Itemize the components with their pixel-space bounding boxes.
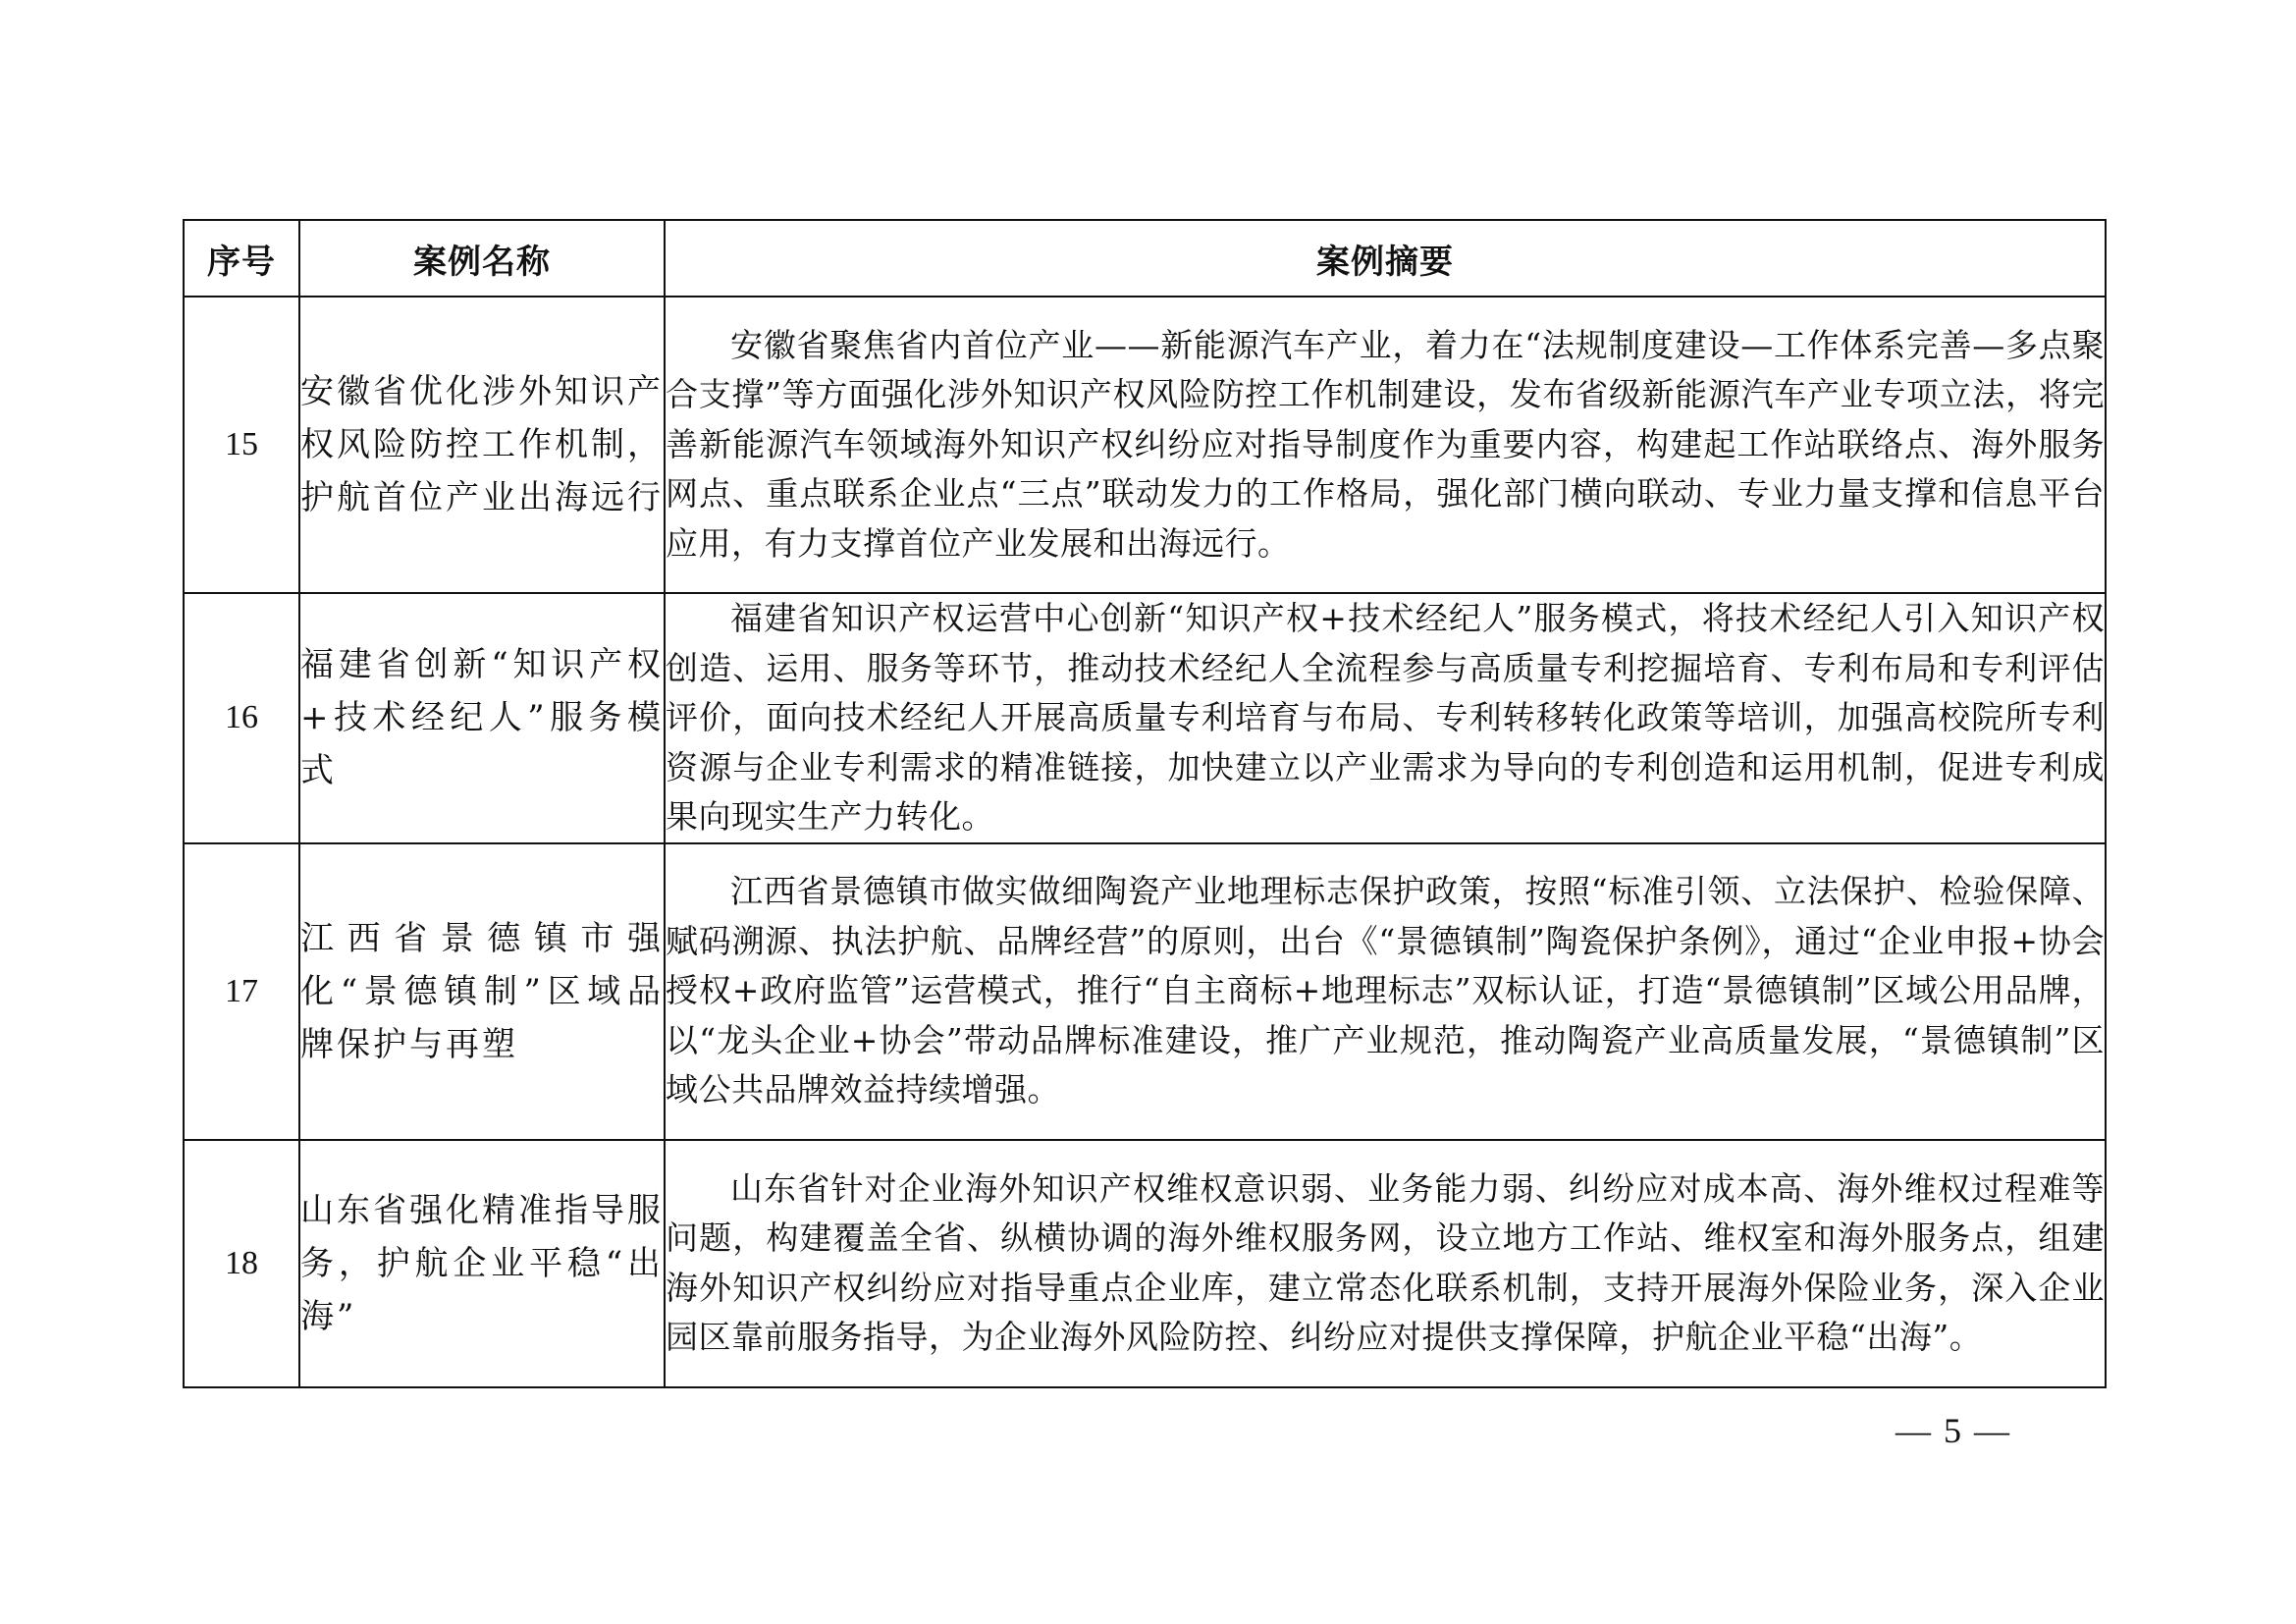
case-name: 山东省强化精准指导服务，护航企业平稳“出海” — [299, 1140, 665, 1387]
case-summary: 山东省针对企业海外知识产权维权意识弱、业务能力弱、纠纷应对成本高、海外维权过程难等问题，构建覆盖全省、纵横协调的海外维权服务网，设立地方工作站、维权室和海外服务点，组建海外知识产权纠纷应对指导重点企业库，建立常态化联系机制，支持开展海外保险业务，深入企业园区靠前服务指导，为企业海外风险防控、纠纷应对提供支撑保障，护航企业平稳“出海”。 — [665, 1140, 2106, 1387]
table-row — [184, 843, 2106, 1140]
case-table — [183, 219, 2107, 1388]
case-number: 16 — [184, 593, 299, 843]
page-number: — 5 — — [1896, 1411, 2011, 1450]
case-number: 15 — [184, 297, 299, 593]
header-case-summary: 案例摘要 — [665, 220, 2106, 297]
case-name: 江西省景德镇市强化“景德镇制”区域品牌保护与再塑 — [299, 843, 665, 1140]
case-name: 福建省创新“知识产权+技术经纪人”服务模式 — [299, 593, 665, 843]
header-case-name: 案例名称 — [299, 220, 665, 297]
table-row — [184, 1140, 2106, 1387]
case-summary: 江西省景德镇市做实做细陶瓷产业地理标志保护政策，按照“标准引领、立法保护、检验保障、赋码溯源、执法护航、品牌经营”的原则，出台《“景德镇制”陶瓷保护条例》，通过“企业申报+协会授权+政府监管”运营模式，推行“自主商标+地理标志”双标认证，打造“景德镇制”区域公用品牌，以“龙头企业+协会”带动品牌标准建设，推广产业规范，推动陶瓷产业高质量发展，“景德镇制”区域公共品牌效益持续增强。 — [665, 843, 2106, 1140]
case-name: 安徽省优化涉外知识产权风险防控工作机制，护航首位产业出海远行 — [299, 297, 665, 593]
header-number: 序号 — [184, 220, 299, 297]
case-summary: 安徽省聚焦省内首位产业——新能源汽车产业，着力在“法规制度建设—工作体系完善—多点聚合支撑”等方面强化涉外知识产权风险防控工作机制建设，发布省级新能源汽车产业专项立法，将完善新能源汽车领域海外知识产权纠纷应对指导制度作为重要内容，构建起工作站联络点、海外服务网点、重点联系企业点“三点”联动发力的工作格局，强化部门横向联动、专业力量支撑和信息平台应用，有力支撑首位产业发展和出海远行。 — [665, 297, 2106, 593]
table-header-row — [184, 220, 2106, 297]
case-summary: 福建省知识产权运营中心创新“知识产权+技术经纪人”服务模式，将技术经纪人引入知识产权创造、运用、服务等环节，推动技术经纪人全流程参与高质量专利挖掘培育、专利布局和专利评估评价，面向技术经纪人开展高质量专利培育与布局、专利转移转化政策等培训，加强高校院所专利资源与企业专利需求的精准链接，加快建立以产业需求为导向的专利创造和运用机制，促进专利成果向现实生产力转化。 — [665, 593, 2106, 843]
table-row — [184, 593, 2106, 843]
table-row — [184, 297, 2106, 593]
case-number: 17 — [184, 843, 299, 1140]
case-number: 18 — [184, 1140, 299, 1387]
